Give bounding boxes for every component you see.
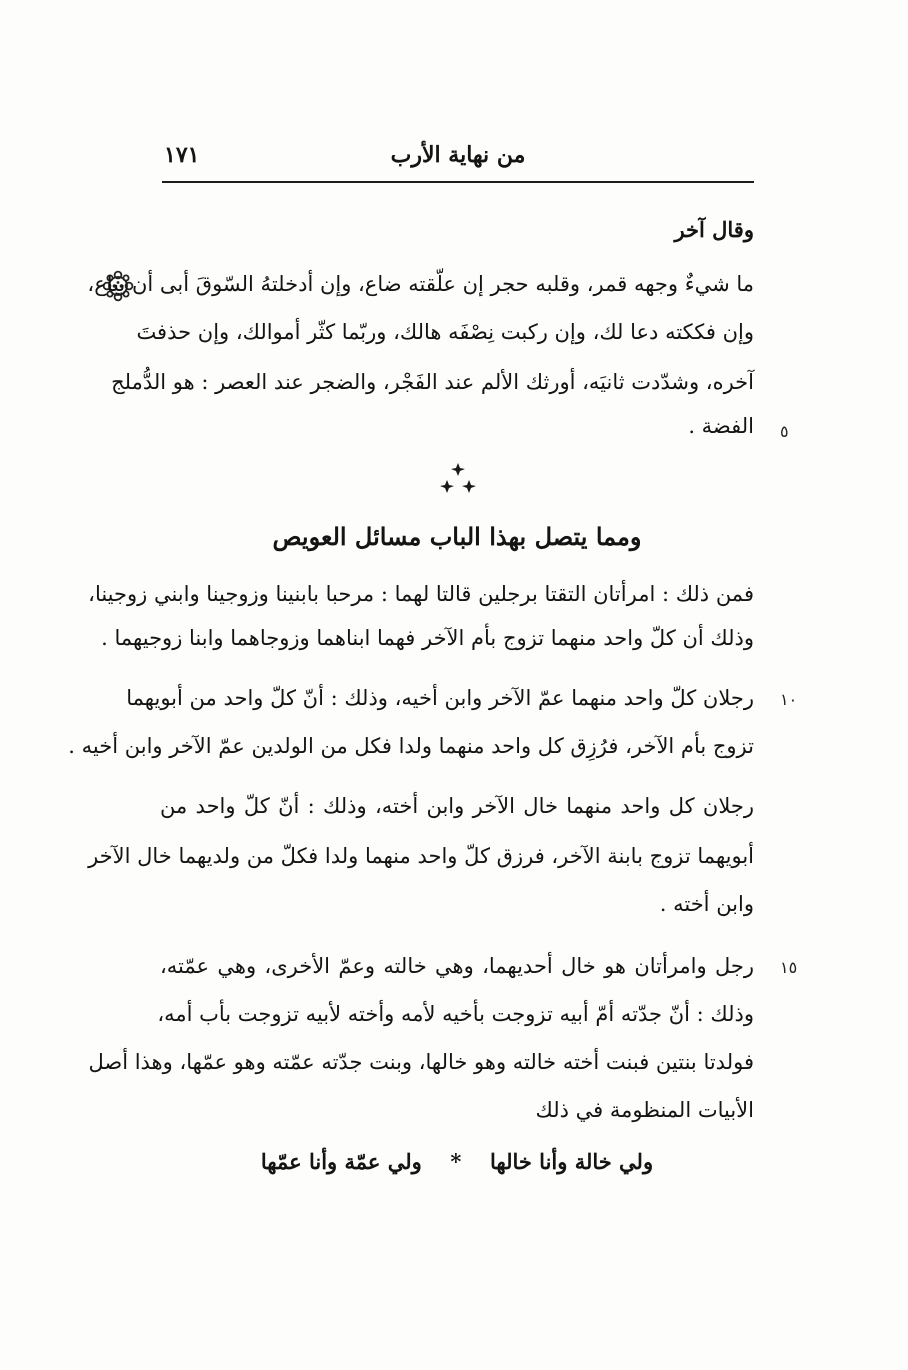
paragraph-line: فمن ذلك : امرأتان التقتا برجلين قالتا لهما : مرحبا بابنينا وزوجينا وابني زوجينا، bbox=[88, 582, 754, 606]
paragraph-line: فولدتا بنتين فبنت أخته خالته وهو خالها، وبنت جدّته عمّته وهو عمّها، وهذا أصل bbox=[88, 1050, 754, 1074]
line-number: ٥ bbox=[780, 422, 789, 441]
riddle-line: الفضة . bbox=[688, 414, 754, 438]
header-rule bbox=[162, 181, 754, 183]
section-heading: ومما يتصل بهذا الباب مسائل العويص bbox=[272, 522, 642, 551]
line-number: ١٥ bbox=[780, 958, 798, 977]
verse-hemistich: ولي عمّة وأنا عمّها bbox=[260, 1149, 422, 1174]
paragraph-line: الأبيات المنظومة في ذلك bbox=[535, 1098, 754, 1122]
riddle-line: ما شيءٌ وجهه قمر، وقلبه حجر إن علّقته ضاع، وإن أدخلتهُ السّوقَ أبى أن يباع، bbox=[87, 272, 754, 296]
verse-separator: * bbox=[450, 1149, 462, 1174]
line-number: ١٠ bbox=[780, 690, 798, 709]
paragraph-line: رجلان كلّ واحد منهما عمّ الآخر وابن أخيه، وذلك : أنّ كلّ واحد من أبويهما bbox=[126, 686, 754, 710]
page-number: ١٧١ bbox=[164, 142, 200, 168]
riddle-line: آخره، وشدّدت ثانيَه، أورثك الألم عند الفَجْر، والضجر عند العصر : هو الدُّملج bbox=[111, 370, 754, 394]
paragraph-line: وذلك أن كلّ واحد منهما تزوج بأم الآخر فهما ابناهما وزوجاهما وابنا زوجيهما . bbox=[101, 626, 754, 650]
asterism-icon bbox=[438, 462, 478, 496]
paragraph-line: أبويهما تزوج بابنة الآخر، فرزق كلّ واحد منهما ولدا فكلّ من ولديهما خال الآخر bbox=[88, 844, 754, 868]
verse-hemistich: ولي خالة وأنا خالها bbox=[490, 1149, 654, 1174]
running-title: من نهاية الأرب bbox=[390, 142, 526, 168]
paragraph-line: رجلان كل واحد منهما خال الآخر وابن أخته، وذلك : أنّ كلّ واحد من bbox=[160, 794, 754, 818]
riddle-line: وإن فككته دعا لك، وإن ركبت نِصْفَه هالك، وربّما كثّر أموالك، وإن حذفتَ bbox=[136, 320, 754, 344]
paragraph-line: رجل وامرأتان هو خال أحديهما، وهي خالته وعمّ الأخرى، وهي عمّته، bbox=[160, 954, 754, 978]
paragraph-line: وابن أخته . bbox=[659, 892, 754, 916]
verse-line bbox=[160, 1142, 754, 1182]
running-header bbox=[162, 142, 754, 176]
paragraph-line: وذلك : أنّ جدّته أمّ أبيه تزوجت بأخيه لأمه وأخته لأبيه تزوجت بأب أمه، bbox=[157, 1002, 754, 1026]
paragraph-line: تزوج بأم الآخر، فرُزِق كل واحد منهما ولدا فكل من الولدين عمّ الآخر وابن أخيه . bbox=[68, 734, 754, 758]
riddle-intro: وقال آخر bbox=[674, 217, 754, 242]
